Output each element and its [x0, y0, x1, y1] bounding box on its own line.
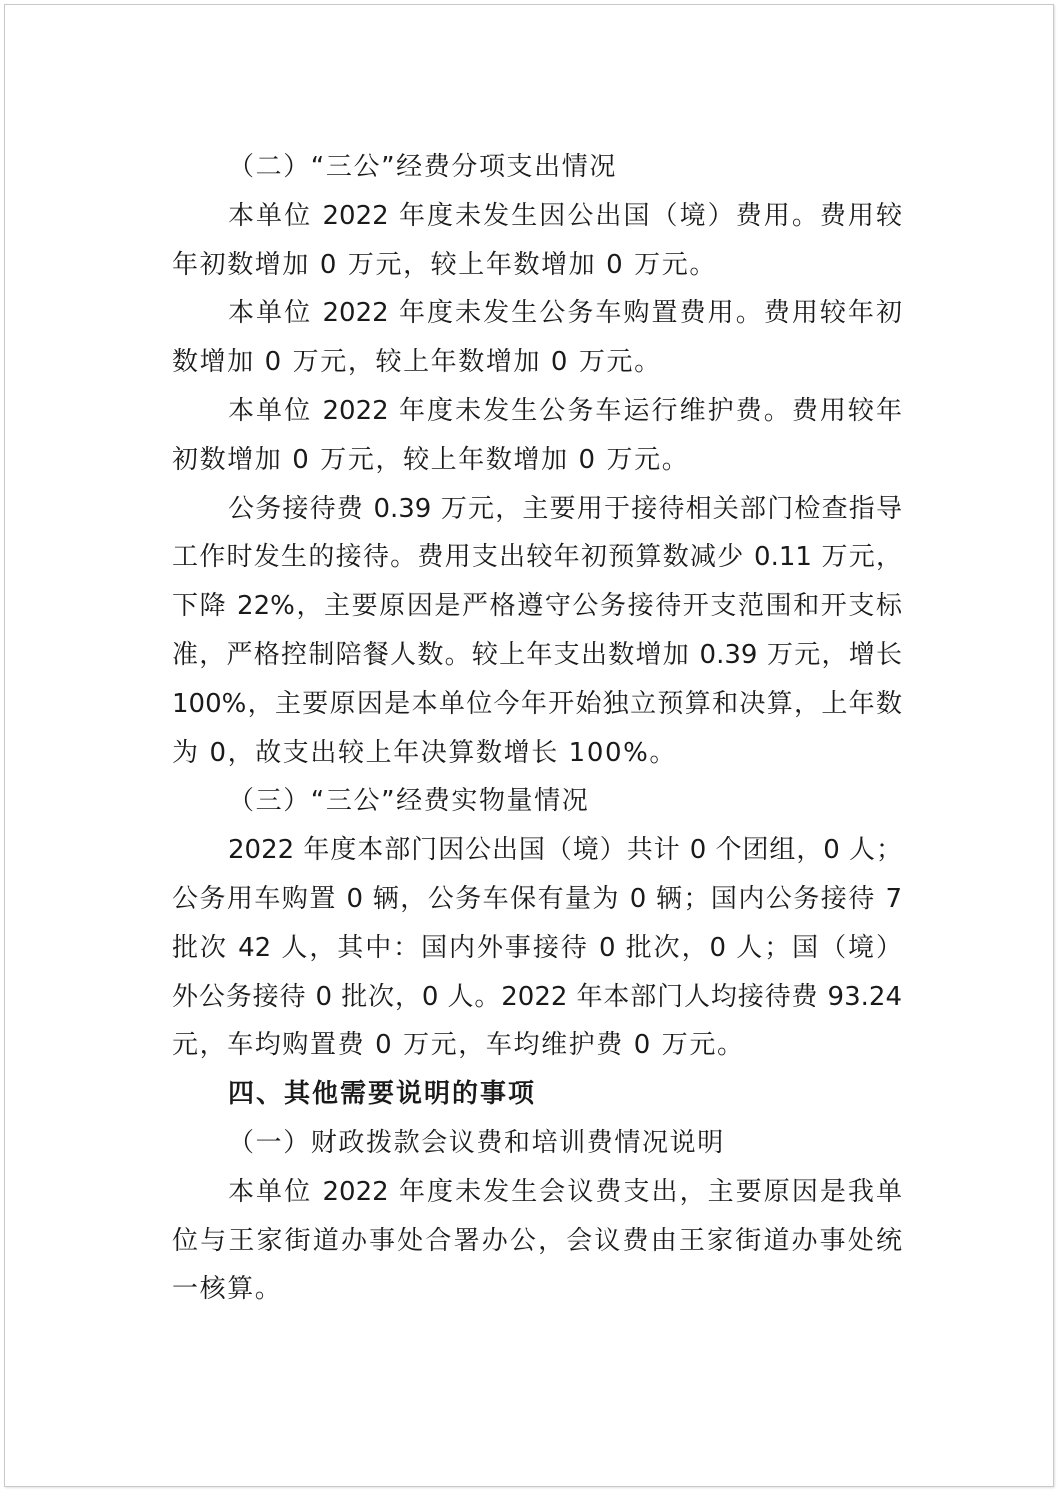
paragraph-line: 本单位 2022 年度未发生公务车购置费用。费用较年初: [228, 298, 902, 329]
paragraph-line: 外公务接待 0 批次，0 人。2022 年本部门人均接待费 93.24: [172, 981, 902, 1012]
paragraph-line: 工作时发生的接待。费用支出较年初预算数减少 0.11 万元，: [172, 542, 902, 573]
document-body: [172, 143, 902, 1314]
paragraph-line: 准，严格控制陪餐人数。较上年支出数增加 0.39 万元，增长: [172, 639, 902, 670]
paragraph-line: 年初数增加 0 万元，较上年数增加 0 万元。: [172, 249, 717, 280]
subsection-heading: （一）财政拨款会议费和培训费情况说明: [228, 1127, 725, 1158]
section-heading: 四、其他需要说明的事项: [228, 1079, 537, 1110]
paragraph-line: 下降 22%，主要原因是严格遵守公务接待开支范围和开支标: [172, 591, 902, 622]
paragraph-line: 初数增加 0 万元，较上年数增加 0 万元。: [172, 444, 690, 475]
section-heading: （三）“三公”经费实物量情况: [228, 786, 590, 817]
paragraph-line: 公务接待费 0.39 万元，主要用于接待相关部门检查指导: [228, 493, 902, 524]
paragraph-line: 2022 年度本部门因公出国（境）共计 0 个团组，0 人；: [228, 835, 902, 866]
paragraph-line: 数增加 0 万元，较上年数增加 0 万元。: [172, 347, 662, 378]
paragraph-line: 本单位 2022 年度未发生会议费支出，主要原因是我单: [228, 1176, 902, 1207]
paragraph-line: 公务用车购置 0 辆，公务车保有量为 0 辆；国内公务接待 7: [172, 883, 902, 914]
paragraph-line: 批次 42 人，其中：国内外事接待 0 批次，0 人；国（境）: [172, 932, 902, 963]
paragraph-line: 一核算。: [172, 1274, 283, 1305]
paragraph-line: 100%，主要原因是本单位今年开始独立预算和决算，上年数: [172, 688, 902, 719]
document-page: [4, 4, 1054, 1487]
paragraph-line: 为 0，故支出较上年决算数增长 100%。: [172, 737, 678, 768]
paragraph-line: 本单位 2022 年度未发生公务车运行维护费。费用较年: [228, 395, 902, 426]
paragraph-line: 本单位 2022 年度未发生因公出国（境）费用。费用较: [228, 200, 902, 231]
paragraph-line: 位与王家街道办事处合署办公，会议费由王家街道办事处统: [172, 1225, 902, 1256]
paragraph-line: 元，车均购置费 0 万元，车均维护费 0 万元。: [172, 1030, 745, 1061]
section-heading: （二）“三公”经费分项支出情况: [228, 152, 617, 182]
